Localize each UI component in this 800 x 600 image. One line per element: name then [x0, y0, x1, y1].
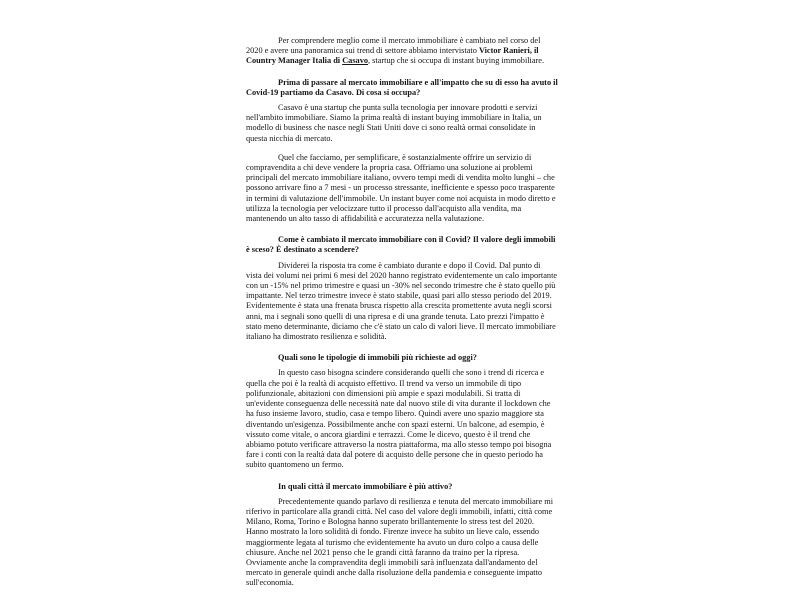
answer-1-paragraph-1: Casavo è una startup che punta sulla tecnologia per innovare prodotti e servizi nell'ambito immobiliare. Siamo la prima realtà di instant buying immobiliare in Italia, un modello di business che nasce negli Stati Uniti dove ci sono realtà ormai consolidate in questa nicchia di mercato. [246, 103, 542, 143]
interviewee-name: Victor Ranieri, il Country Manager Italia di [246, 46, 539, 66]
intro-text-after: , startup che si occupa di instant buying immobiliare. [368, 56, 545, 66]
answer-4-paragraph: Precedentemente quando parlavo di resilienza e tenuta del mercato immobiliare mi riferivo in particolare alla grandi città. Nel caso del valore degli immobili, infatti, città come Milano, Roma, Torino e Bologna hanno superato brillantemente lo stress test del 2020. Hanno mostrato la loro solidità di fondo. Firenze invece ha subito un lieve calo, essendo maggiormente legata al turismo che evidentemente ha avuto un duro colpo a causa delle chiusure. Anche nel 2021 penso che le grandi città faranno da traino per la ripresa. Ovviamente anche la compravendita degli immobili sarà influenzata dall'andamento del mercato in generale quindi anche dalla risoluzione della pandemia e conseguente impatto sull'economia. [246, 496, 554, 588]
answer-1-paragraph-2: Quel che facciamo, per semplificare, è sostanzialmente offrire un servizio di compravendita a chi deve vendere la propria casa. Offriamo una soluzione ai problemi principali del mercato immobiliare italiano, ovvero tempi medi di vendita molto lunghi – che possono arrivare fino a 7 mesi - un processo stressante, inefficiente e spesso poco trasparente in termini di valutazione dell'immobile. Un instant buyer come noi acquista in modo diretto e utilizza la tecnologia per velocizzare tutto il processo dall'acquisto alla vendita, ma mantenendo un alto tasso di affidabilità e accuratezza nella valutazione. [246, 152, 556, 224]
question-3: Quali sono le tipologie di immobili più richieste ad oggi? [278, 353, 477, 363]
intro-text-before: Per comprendere meglio come il mercato immobiliare è cambiato nel corso del 2020 e avere una panoramica sui trend di settore abbiamo intervistato [246, 36, 541, 56]
intro-paragraph [246, 36, 558, 67]
article-body [246, 36, 558, 598]
question-4: In quali città il mercato immobiliare è più attivo? [278, 481, 453, 491]
answer-3-paragraph: In questo caso bisogna scindere considerando quelli che sono i trend di ricerca e quella che poi è la realtà di acquisto effettivo. Il trend va verso un immobile di tipo polifunzionale, abitazioni con dimensioni più ampie e spazi modulabili. Si tratta di un'evidente conseguenza delle necessità nate dal nuovo stile di vita durante il lockdown che ha fuso insieme lavoro, studio, casa e tempo libero. Quindi avere uno spazio maggiore sta diventando un'esigenza. Possibilmente anche con spazi esterni. Un balcone, ad esempio, è vissuto come vitale, o ancora giardini e terrazzi. Come le dicevo, questo è il trend che abbiamo potuto verificare attraverso la nostra piattaforma, ma allo stesso tempo poi bisogna fare i conti con la realtà data dal potere di acquisto delle persone che in questo periodo ha subito quantomeno un fermo. [246, 368, 552, 470]
answer-2-paragraph: Dividerei la risposta tra come è cambiato durante e dopo il Covid. Dal punto di vista dei volumi nei primi 6 mesi del 2020 hanno registrato evidentemente un calo importante con un -15% nel primo trimestre e quasi un -30% nel secondo trimestre che è stato quello più impattante. Nel terzo trimestre invece è stato stabile, quasi pari allo stesso periodo del 2019. Evidentemente è stata una frenata brusca rispetto alla crescita promettente avuta negli scorsi anni, ma i segnali sono quelli di una ripresa e di una grande tenuta. Lato prezzi l'impatto è stato meno determinante, diciamo che c'è stato un calo di valori lieve. Il mercato immobiliare italiano ha dimostrato resilienza e solidità. [246, 260, 558, 342]
question-1: Prima di passare al mercato immobiliare e all'impatto che su di esso ha avuto il Covid-19 partiamo da Casavo. Di cosa si occupa? [246, 77, 558, 97]
question-2: Come è cambiato il mercato immobiliare con il Covid? Il valore degli immobili è sceso? È destinato a scendere? [246, 235, 556, 255]
casavo-link[interactable]: Casavo [342, 56, 369, 66]
